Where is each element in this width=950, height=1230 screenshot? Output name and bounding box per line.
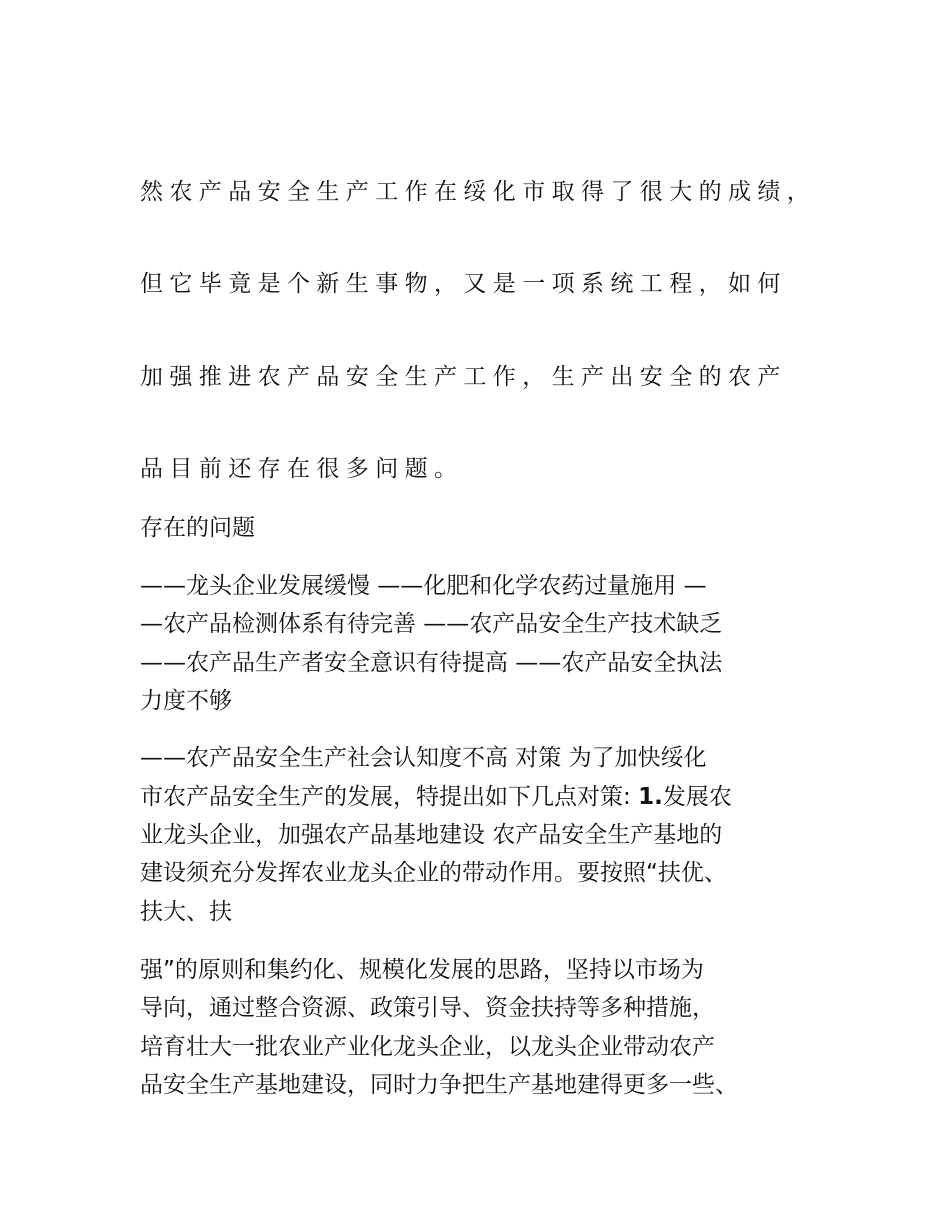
intro-line-1: 然农产品安全生产工作在绥化市取得了很大的成绩，: [140, 179, 817, 205]
para2-line-2-text-b: 发展农: [662, 784, 732, 810]
intro-line-3: 加强推进农产品安全生产工作，生产出安全的农产: [140, 364, 787, 390]
para3-line-3: 培育壮大一批农业产业化龙头企业，以龙头企业带动农产: [140, 1034, 715, 1060]
intro-line-2: 但它毕竟是个新生事物，又是一项系统工程，如何: [140, 271, 787, 297]
para3-line-1: 强”的原则和集约化、规模化发展的思路，坚持以市场为: [140, 957, 704, 983]
problems-line-2: —农产品检测体系有待完善 ——农产品安全生产技术缺乏: [140, 611, 723, 637]
para2-line-3: 业龙头企业，加强农产品基地建设 农产品安全生产基地的: [140, 822, 723, 848]
para3-line-2: 导向，通过整合资源、政策引导、资金扶持等多种措施，: [140, 995, 715, 1021]
para2-line-4: 建设须充分发挥农业龙头企业的带动作用。要按照“扶优、: [140, 860, 727, 886]
para2-line-5: 扶大、扶: [140, 899, 232, 925]
problems-line-1: ——龙头企业发展缓慢 ——化肥和化学农药过量施用 —: [140, 573, 707, 599]
intro-line-4: 品目前还存在很多问题。: [140, 456, 464, 482]
problems-line-4: 力度不够: [140, 688, 232, 714]
para2-line-2: [140, 782, 732, 812]
para2-line-1: ——农产品安全生产社会认知度不高 对策 为了加快绥化: [140, 745, 707, 771]
para2-list-number: 1.: [638, 784, 663, 810]
section-heading: 存在的问题: [140, 515, 255, 541]
problems-line-3: ——农产品生产者安全意识有待提高 ——农产品安全执法: [140, 650, 723, 676]
para2-line-2-text-a: 市农产品安全生产的发展，特提出如下几点对策:: [140, 784, 639, 810]
para3-line-4: 品安全生产基地建设，同时力争把生产基地建得更多一些、: [140, 1072, 738, 1098]
